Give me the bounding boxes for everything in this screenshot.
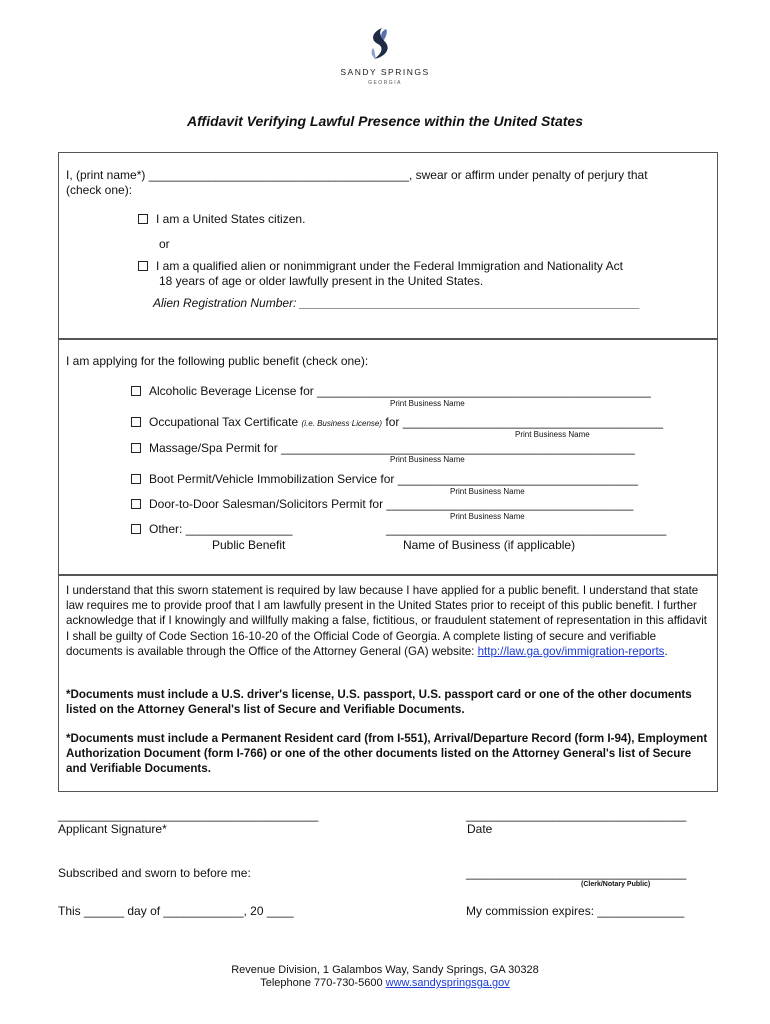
door-to-door-checkbox[interactable] (131, 499, 141, 509)
other-benefit-field[interactable]: ________________ (185, 522, 293, 536)
brand-subtitle: GEORGIA (368, 80, 402, 86)
alien-label-1: I am a qualified alien or nonimmigrant under the Federal Immigration and Nationality Act (156, 259, 623, 273)
boot-permit-option[interactable] (131, 472, 638, 486)
alien-label-2: 18 years of age or older lawfully present in the United States. (159, 274, 484, 288)
signature-label: Applicant Signature* (58, 822, 167, 836)
massage-caption: Print Business Name (390, 455, 465, 464)
website-link[interactable]: www.sandyspringsga.gov (385, 977, 510, 989)
documents-note-2: *Documents must include a Permanent Resident card (from I-551), Arrival/Departure Record (form I-94), Employment Authorization Document (form I-766) or one of the other documents listed on the Attorney General's list of Secure and Verifiable Documents. (66, 732, 708, 776)
occupational-label: Occupational Tax Certificate (149, 415, 299, 429)
alcohol-business-name-field[interactable]: __________________________________________________ (317, 384, 651, 398)
boot-caption: Print Business Name (450, 487, 525, 496)
other-business-name-field[interactable]: __________________________________________ (386, 522, 667, 536)
immigration-reports-link[interactable]: http://law.ga.gov/immigration-reports (477, 644, 665, 658)
alien-checkbox[interactable] (138, 261, 148, 271)
massage-permit-option[interactable] (131, 441, 635, 455)
print-name-field[interactable]: I, (print name*) _______________________________________, swear or affirm under penalty of perjury that (66, 168, 648, 182)
occupational-for: for (385, 415, 400, 429)
notary-label: (Clerk/Notary Public) (581, 881, 651, 888)
acknowledgement-paragraph (66, 583, 712, 659)
occupational-note: (i.e. Business License) (301, 419, 383, 428)
public-benefit-caption: Public Benefit (212, 538, 286, 552)
door-to-door-caption: Print Business Name (450, 512, 525, 521)
boot-business-name-field[interactable]: ____________________________________ (397, 472, 639, 486)
boot-checkbox[interactable] (131, 474, 141, 484)
footer-address: Revenue Division, 1 Galambos Way, Sandy Springs, GA 30328 (231, 964, 539, 976)
other-label: Other: (149, 522, 183, 536)
occupational-business-name-field[interactable]: _______________________________________ (402, 415, 663, 429)
alcohol-checkbox[interactable] (131, 386, 141, 396)
other-checkbox[interactable] (131, 524, 141, 534)
citizen-option[interactable] (138, 212, 305, 226)
business-name-caption: Name of Business (if applicable) (403, 538, 576, 552)
door-to-door-option[interactable] (131, 497, 633, 511)
acknowledgement-text: I understand that this sworn statement is required by law because I have applied for a public benefit. I understand that state law requires me to provide proof that I am lawfully present in the United States prior to receipt of this public benefit. I further acknowledge that if I knowingly and willfully making a false, fictitious, or fraudulent statement of representation in this affidavit I shall be guilty of Code Section 16-10-20 of the Official Code of Georgia. A complete listing of secure and verifiable documents is available through the Office of the Attorney General (GA) website: (66, 584, 708, 658)
occupational-checkbox[interactable] (131, 417, 141, 427)
occupational-caption: Print Business Name (515, 430, 590, 439)
massage-business-name-field[interactable]: _____________________________________________________ (281, 441, 635, 455)
commission-expires-field[interactable]: My commission expires: _____________ (466, 904, 685, 918)
check-one-label: (check one): (66, 183, 133, 197)
signature-line[interactable]: _______________________________________ (58, 808, 319, 822)
date-label: Date (467, 822, 493, 836)
citizen-checkbox[interactable] (138, 214, 148, 224)
door-to-door-label: Door-to-Door Salesman/Solicitors Permit for (149, 497, 384, 511)
public-benefit-box (58, 338, 718, 576)
documents-note-1: *Documents must include a U.S. driver's license, U.S. passport, U.S. passport card or one of the other documents listed on the Attorney General's list of Secure and Verifiable Documents. (66, 688, 692, 717)
alien-option[interactable] (138, 259, 623, 273)
sworn-label: Subscribed and sworn to before me: (58, 866, 251, 880)
door-to-door-business-name-field[interactable]: _____________________________________ (386, 497, 634, 511)
footer-contact (0, 977, 770, 989)
or-text: or (159, 237, 170, 251)
day-month-year-field[interactable]: This ______ day of ____________, 20 ____ (58, 904, 294, 918)
date-line[interactable]: _________________________________ (466, 808, 687, 822)
massage-checkbox[interactable] (131, 443, 141, 453)
citizen-label: I am a United States citizen. (156, 212, 306, 226)
public-benefit-heading: I am applying for the following public benefit (check one): (66, 354, 369, 368)
occupational-tax-option[interactable] (131, 415, 663, 429)
alien-registration-field[interactable]: Alien Registration Number: ___________________________________________________ (153, 296, 641, 310)
brand-name: SANDY SPRINGS (340, 67, 430, 77)
acknowledgement-period: . (664, 644, 668, 658)
notary-line[interactable]: _________________________________ (466, 866, 687, 880)
alcohol-label: Alcoholic Beverage License for (149, 384, 314, 398)
alcohol-caption: Print Business Name (390, 399, 465, 408)
page-title: Affidavit Verifying Lawful Presence within the United States (187, 113, 583, 129)
other-option[interactable] (131, 522, 292, 536)
footer-telephone: Telephone 770-730-5600 (260, 977, 386, 989)
sandy-springs-logo-icon (364, 26, 394, 62)
boot-label: Boot Permit/Vehicle Immobilization Service for (149, 472, 395, 486)
alcohol-license-option[interactable] (131, 384, 651, 398)
massage-label: Massage/Spa Permit for (149, 441, 278, 455)
